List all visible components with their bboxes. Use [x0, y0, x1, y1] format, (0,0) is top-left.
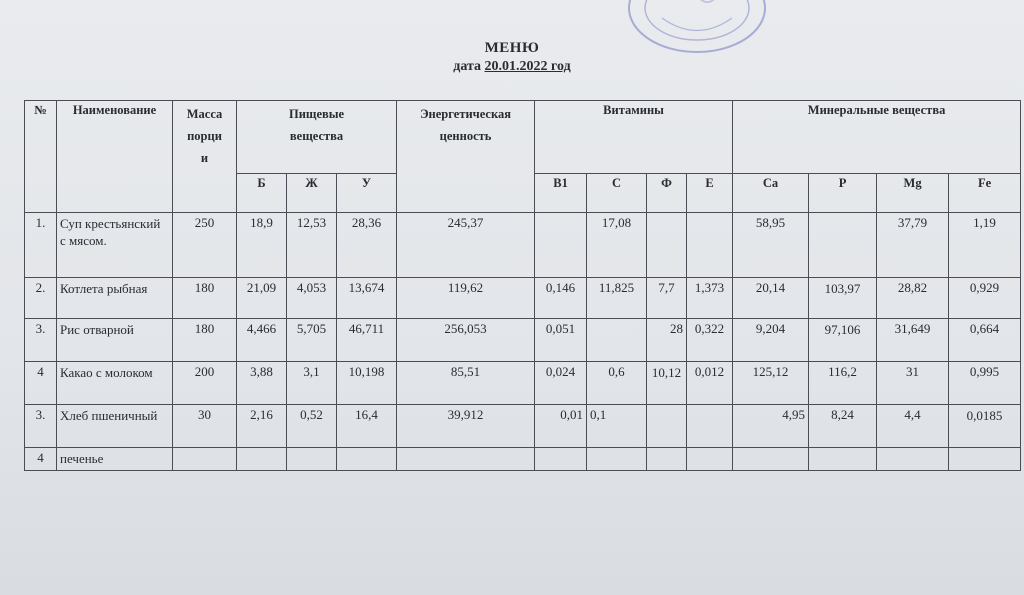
cell-mass: 30 — [173, 405, 237, 448]
cell-b: 2,16 — [237, 405, 287, 448]
cell-b1 — [535, 448, 587, 471]
cell-mg: 31,649 — [877, 319, 949, 362]
cell-mg: 31 — [877, 362, 949, 405]
col-vitamins: Витамины — [535, 101, 733, 174]
cell-f — [647, 213, 687, 278]
cell-c: 0,6 — [587, 362, 647, 405]
cell-num: 2. — [25, 278, 57, 319]
col-minerals: Минеральные вещества — [733, 101, 1021, 174]
col-mg: Mg — [877, 174, 949, 213]
col-p: P — [809, 174, 877, 213]
col-num: № — [25, 101, 57, 213]
cell-ca: 125,12 — [733, 362, 809, 405]
cell-c: 0,1 — [587, 405, 647, 448]
cell-mg: 37,79 — [877, 213, 949, 278]
cell-c: 11,825 — [587, 278, 647, 319]
cell-c — [587, 319, 647, 362]
cell-e — [687, 405, 733, 448]
cell-zh: 0,52 — [287, 405, 337, 448]
cell-u: 10,198 — [337, 362, 397, 405]
cell-f: 10,12 — [647, 362, 687, 405]
cell-ca: 4,95 — [733, 405, 809, 448]
cell-ca: 9,204 — [733, 319, 809, 362]
col-ca: Ca — [733, 174, 809, 213]
cell-u: 46,711 — [337, 319, 397, 362]
document-header — [0, 40, 1024, 75]
cell-fe — [949, 448, 1021, 471]
cell-u: 16,4 — [337, 405, 397, 448]
col-name: Наименование — [57, 101, 173, 213]
col-b: Б — [237, 174, 287, 213]
cell-name: Суп крестьянский с мясом. — [57, 213, 173, 278]
cell-name: Какао с молоком — [57, 362, 173, 405]
col-f: Ф — [647, 174, 687, 213]
cell-c: 17,08 — [587, 213, 647, 278]
cell-energy: 85,51 — [397, 362, 535, 405]
cell-zh: 5,705 — [287, 319, 337, 362]
cell-num: 4 — [25, 362, 57, 405]
cell-b — [237, 448, 287, 471]
cell-zh: 4,053 — [287, 278, 337, 319]
cell-fe: 0,929 — [949, 278, 1021, 319]
cell-p: 103,97 — [809, 278, 877, 319]
cell-num: 3. — [25, 405, 57, 448]
cell-b: 3,88 — [237, 362, 287, 405]
col-zh: Ж — [287, 174, 337, 213]
table-row — [25, 213, 1021, 278]
cell-b1: 0,024 — [535, 362, 587, 405]
cell-energy — [397, 448, 535, 471]
cell-energy: 245,37 — [397, 213, 535, 278]
cell-b1: 0,01 — [535, 405, 587, 448]
col-c: C — [587, 174, 647, 213]
cell-b: 21,09 — [237, 278, 287, 319]
col-u: У — [337, 174, 397, 213]
cell-u — [337, 448, 397, 471]
cell-mass: 180 — [173, 278, 237, 319]
cell-mass: 200 — [173, 362, 237, 405]
cell-mg: 4,4 — [877, 405, 949, 448]
table-row — [25, 362, 1021, 405]
cell-name: Хлеб пшеничный — [57, 405, 173, 448]
cell-p: 97,106 — [809, 319, 877, 362]
cell-b: 18,9 — [237, 213, 287, 278]
cell-e — [687, 448, 733, 471]
document-date: дата 20.01.2022 год — [453, 59, 571, 74]
document-title: МЕНЮ — [484, 40, 540, 56]
cell-mg — [877, 448, 949, 471]
table-row — [25, 278, 1021, 319]
cell-e: 0,012 — [687, 362, 733, 405]
header-row-top — [25, 101, 1021, 174]
cell-num: 3. — [25, 319, 57, 362]
cell-ca: 20,14 — [733, 278, 809, 319]
col-mass: Масса порци и — [173, 101, 237, 213]
cell-fe: 0,664 — [949, 319, 1021, 362]
col-fe: Fe — [949, 174, 1021, 213]
cell-b1: 0,146 — [535, 278, 587, 319]
cell-energy: 119,62 — [397, 278, 535, 319]
cell-mass: 180 — [173, 319, 237, 362]
table-row — [25, 405, 1021, 448]
cell-b: 4,466 — [237, 319, 287, 362]
cell-p: 116,2 — [809, 362, 877, 405]
cell-fe: 0,995 — [949, 362, 1021, 405]
cell-e: 1,373 — [687, 278, 733, 319]
table-row — [25, 448, 1021, 471]
date-value: 20.01.2022 год — [484, 59, 571, 74]
col-nutrients: Пищевые вещества — [237, 101, 397, 174]
cell-fe: 0,0185 — [949, 405, 1021, 448]
cell-num: 1. — [25, 213, 57, 278]
cell-name: Рис отварной — [57, 319, 173, 362]
cell-p: 8,24 — [809, 405, 877, 448]
cell-u: 28,36 — [337, 213, 397, 278]
cell-e: 0,322 — [687, 319, 733, 362]
cell-ca: 58,95 — [733, 213, 809, 278]
col-energy: Энергетическая ценность — [397, 101, 535, 213]
cell-b1: 0,051 — [535, 319, 587, 362]
cell-p — [809, 213, 877, 278]
cell-u: 13,674 — [337, 278, 397, 319]
cell-name: печенье — [57, 448, 173, 471]
cell-b1 — [535, 213, 587, 278]
cell-zh: 12,53 — [287, 213, 337, 278]
cell-energy: 39,912 — [397, 405, 535, 448]
cell-p — [809, 448, 877, 471]
menu-table — [24, 100, 1021, 471]
cell-mass: 250 — [173, 213, 237, 278]
cell-num: 4 — [25, 448, 57, 471]
cell-f — [647, 448, 687, 471]
cell-f: 7,7 — [647, 278, 687, 319]
cell-mg: 28,82 — [877, 278, 949, 319]
cell-ca — [733, 448, 809, 471]
cell-f: 28 — [647, 319, 687, 362]
cell-c — [587, 448, 647, 471]
cell-fe: 1,19 — [949, 213, 1021, 278]
cell-energy: 256,053 — [397, 319, 535, 362]
col-e: E — [687, 174, 733, 213]
cell-f — [647, 405, 687, 448]
cell-e — [687, 213, 733, 278]
cell-zh: 3,1 — [287, 362, 337, 405]
cell-name: Котлета рыбная — [57, 278, 173, 319]
table-row — [25, 319, 1021, 362]
col-b1: B1 — [535, 174, 587, 213]
cell-mass — [173, 448, 237, 471]
cell-zh — [287, 448, 337, 471]
